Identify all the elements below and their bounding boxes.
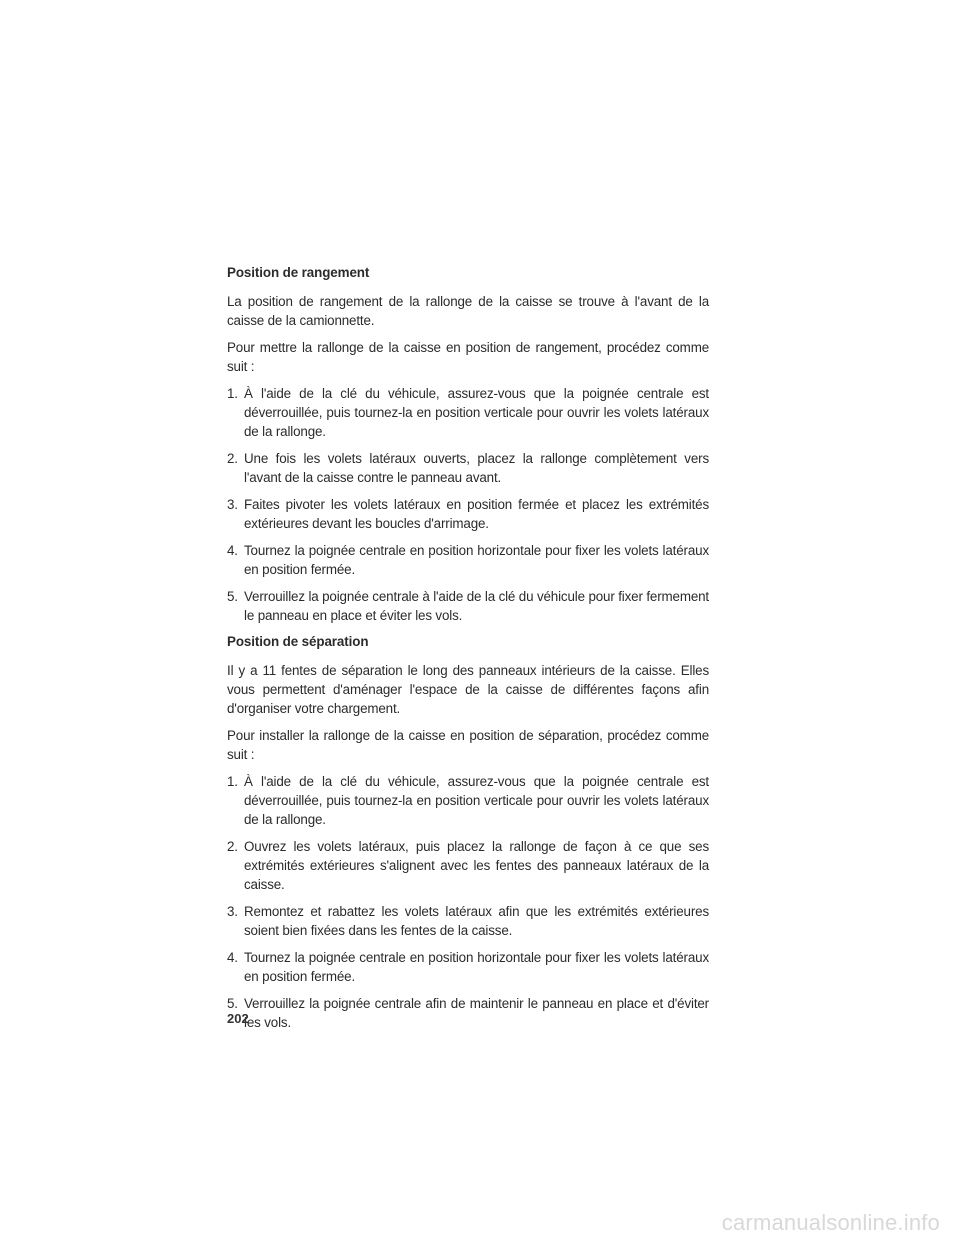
step-number: 3. [227, 497, 238, 512]
list-item [227, 837, 709, 894]
paragraph: Il y a 11 fentes de séparation le long des panneaux intérieurs de la caisse. Elles vous permettent d'aménager l'espace de la caisse de différentes façons afin d'organiser votre chargement. [227, 663, 709, 716]
section-separation-position [227, 633, 709, 1032]
paragraph: La position de rangement de la rallonge de la caisse se trouve à l'avant de la caisse de la camionnette. [227, 294, 709, 328]
list-item [227, 541, 709, 579]
list-item [227, 587, 709, 625]
step-number: 5. [227, 996, 238, 1011]
step-text: À l'aide de la clé du véhicule, assurez-vous que la poignée centrale est déverrouillée, puis tournez-la en position verticale pour ouvrir les volets latéraux de la rallonge. [244, 386, 709, 439]
step-text: Verrouillez la poignée centrale afin de maintenir le panneau en place et d'éviter les vols. [244, 996, 709, 1030]
section-storage-position [227, 264, 709, 625]
step-number: 1. [227, 386, 238, 401]
step-text: Faites pivoter les volets latéraux en position fermée et placez les extrémités extérieures devant les boucles d'arrimage. [244, 497, 709, 531]
step-number: 2. [227, 839, 238, 854]
step-text: Ouvrez les volets latéraux, puis placez la rallonge de façon à ce que ses extrémités extérieures s'alignent avec les fentes des panneaux latéraux de la caisse. [244, 839, 709, 892]
step-text: À l'aide de la clé du véhicule, assurez-vous que la poignée centrale est déverrouillée, puis tournez-la en position verticale pour ouvrir les volets latéraux de la rallonge. [244, 774, 709, 827]
list-item [227, 384, 709, 441]
list-item [227, 948, 709, 986]
step-text: Verrouillez la poignée centrale à l'aide de la clé du véhicule pour fixer fermement le panneau en place et éviter les vols. [244, 589, 710, 623]
step-number: 2. [227, 451, 238, 466]
step-number: 1. [227, 774, 238, 789]
section-heading: Position de séparation [227, 634, 369, 649]
step-number: 5. [227, 589, 238, 604]
list-item [227, 449, 709, 487]
list-item [227, 495, 709, 533]
step-number: 3. [227, 904, 238, 919]
paragraph: Pour mettre la rallonge de la caisse en position de rangement, procédez comme suit : [227, 340, 709, 374]
list-item [227, 902, 709, 940]
step-text: Tournez la poignée centrale en position horizontale pour fixer les volets latéraux en position fermée. [244, 950, 709, 984]
step-number: 4. [227, 543, 238, 558]
steps-list [227, 772, 709, 1032]
step-text: Une fois les volets latéraux ouverts, placez la rallonge complètement vers l'avant de la caisse contre le panneau avant. [244, 451, 709, 485]
page-number: 202 [227, 1011, 249, 1026]
list-item [227, 772, 709, 829]
step-text: Remontez et rabattez les volets latéraux afin que les extrémités extérieures soient bien fixées dans les fentes de la caisse. [244, 904, 709, 938]
steps-list [227, 384, 709, 625]
watermark: carmanualsonline.info [721, 1210, 940, 1235]
section-heading: Position de rangement [227, 265, 370, 280]
list-item [227, 994, 709, 1032]
step-number: 4. [227, 950, 238, 965]
step-text: Tournez la poignée centrale en position horizontale pour fixer les volets latéraux en position fermée. [244, 543, 709, 577]
manual-page-body [227, 264, 709, 1040]
paragraph: Pour installer la rallonge de la caisse en position de séparation, procédez comme suit : [227, 728, 709, 762]
